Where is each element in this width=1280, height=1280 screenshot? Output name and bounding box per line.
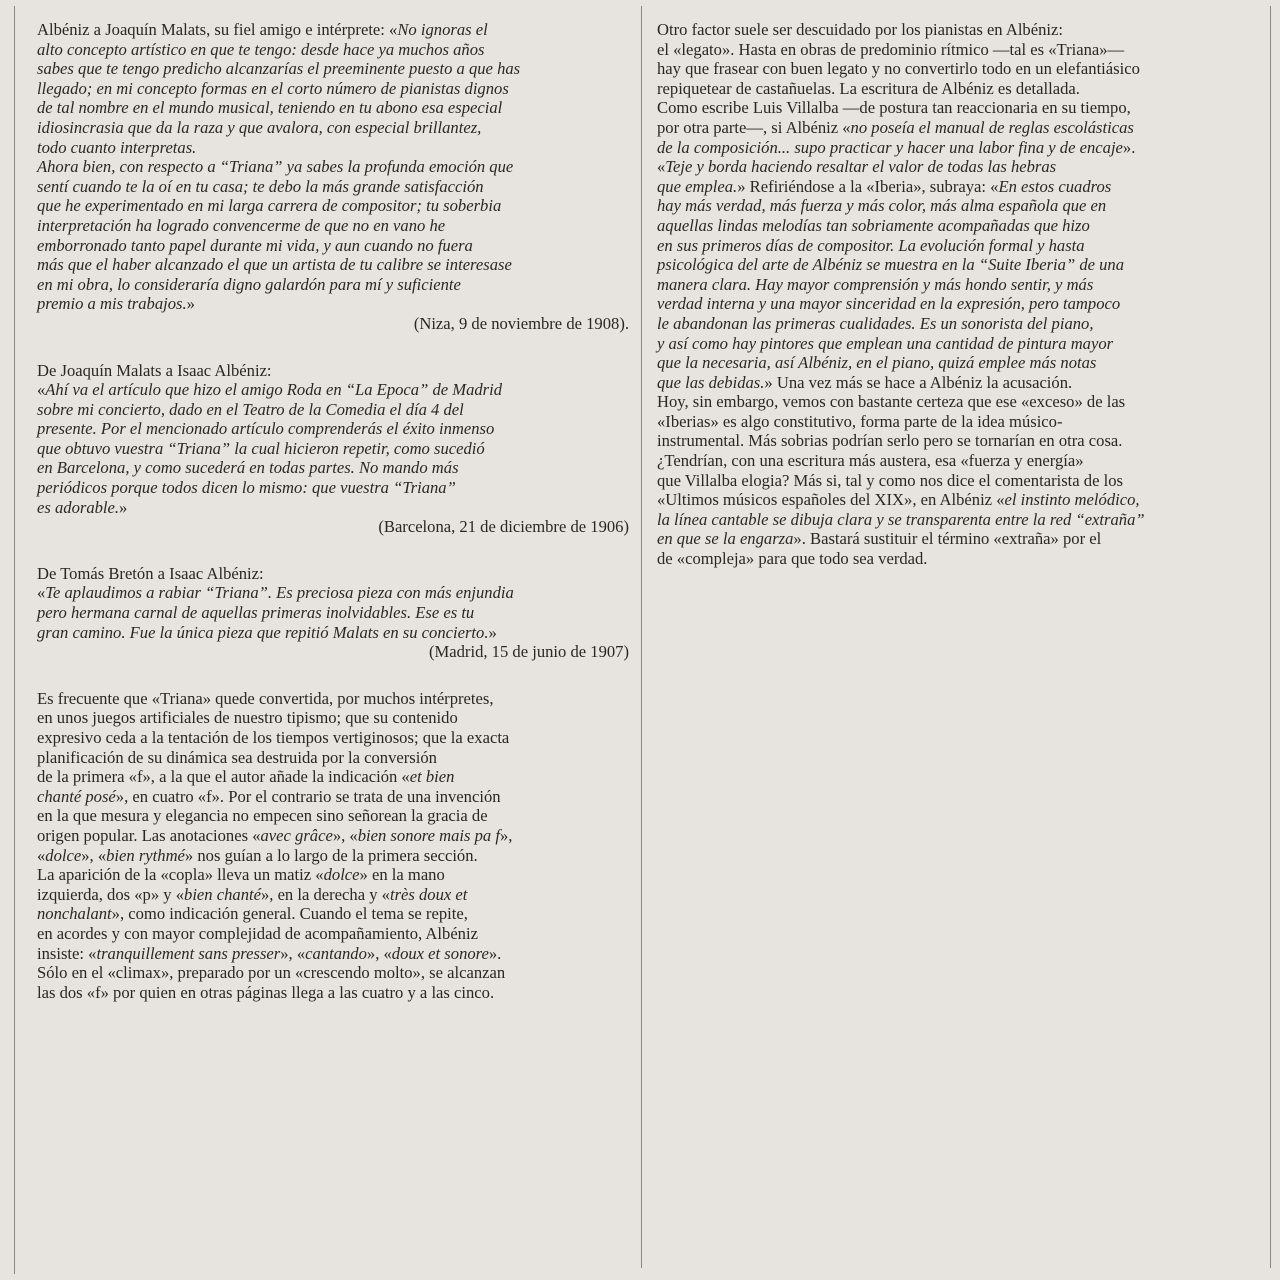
italic-run: En estos cuadros [998, 176, 1112, 196]
text-line [37, 419, 629, 439]
text-run: ». [1122, 137, 1136, 157]
text-line [657, 412, 1247, 432]
italic-run: presente. Por el mencionado artículo comprenderás el éxito inmenso [37, 419, 495, 439]
text-run: Sólo en el «climax», preparado por un «crescendo molto», se alcanzan [37, 963, 506, 983]
italic-run: Te aplaudimos a rabiar “Triana”. Es preciosa pieza con más enjundia [45, 583, 514, 603]
italic-run: en que se la engarza [657, 529, 794, 549]
text-run: », como indicación general. Cuando el tema se repite, [111, 904, 468, 924]
italic-run: llegado; en mi concepto formas en el corto número de pianistas dignos [37, 78, 509, 98]
text-run: », en cuatro «f». Por el contrario se trata de una invención [115, 786, 501, 806]
italic-run: de tal nombre en el mundo musical, teniendo en tu abono esa especial [37, 98, 503, 118]
text-line [657, 392, 1247, 412]
text-line [37, 177, 629, 197]
text-line [657, 98, 1247, 118]
text-line [37, 196, 629, 216]
italic-run: manera clara. Hay mayor comprensión y más hondo sentir, y más [657, 274, 1094, 294]
text-run: « [657, 157, 666, 177]
italic-run: en Barcelona, y como sucederá en todas partes. No mando más [37, 458, 459, 478]
text-line [657, 510, 1247, 530]
malats-letter [37, 20, 629, 314]
text-run: ¿Tendrían, con una escritura más austera, esa «fuerza y energía» [657, 451, 1084, 471]
italic-run: de la composición... supo practicar y hacer una labor fina y de encaje [657, 137, 1123, 157]
text-line [657, 79, 1247, 99]
text-line [37, 924, 629, 944]
text-line [37, 439, 629, 459]
legato-essay [657, 20, 1247, 569]
text-line [37, 40, 629, 60]
text-line [657, 138, 1247, 158]
text-line [37, 806, 629, 826]
text-line [37, 498, 629, 518]
text-line [37, 157, 629, 177]
text-line [657, 275, 1247, 295]
text-line [657, 20, 1247, 40]
text-run: », « [366, 943, 392, 963]
text-run: el «legato». Hasta en obras de predominio rítmico —tal es «Triana»— [657, 39, 1125, 59]
text-run: », « [332, 825, 358, 845]
text-line [37, 963, 629, 983]
text-line [657, 529, 1247, 549]
text-run: repiquetear de castañuelas. La escritura de Albéniz es detallada. [657, 78, 1080, 98]
italic-run: bien rythmé [106, 845, 185, 865]
italic-run: emborronado tanto papel durante mi vida, y aun cuando no fuera [37, 235, 473, 255]
italic-run: gran camino. Fue la única pieza que repitió Malats en su concierto. [37, 622, 489, 642]
text-line [37, 728, 629, 748]
text-line [37, 623, 629, 643]
italic-run: periódicos porque todos dicen lo mismo: que vuestra “Triana” [37, 478, 456, 498]
text-line [657, 451, 1247, 471]
italic-run: dolce [323, 865, 360, 885]
text-line [37, 79, 629, 99]
text-run: » [186, 294, 195, 314]
italic-run: Ahora bien, con respecto a “Triana” ya sabes la profunda emoción que [37, 157, 514, 177]
text-line [37, 583, 629, 603]
text-run: » [119, 497, 128, 517]
text-line [657, 334, 1247, 354]
italic-run: sabes que te tengo predicho alcanzarías el preeminente puesto a que has [37, 59, 521, 79]
left-column [37, 20, 629, 1002]
italic-run: nonchalant [37, 904, 112, 924]
text-run: « [37, 380, 46, 400]
text-run: ». Bastará sustituir el término «extraña» por el [793, 529, 1102, 549]
column-divider-rule [641, 6, 642, 1268]
italic-run: más que el haber alcanzado el que un artista de tu calibre se interesase [37, 255, 512, 275]
malats-letter-date: (Niza, 9 de noviembre de 1908). [413, 313, 629, 333]
text-run: Otro factor suele ser descuidado por los pianistas en Albéniz: [657, 20, 1063, 39]
italic-run: el instinto melódico, [1004, 490, 1140, 510]
text-run: Como escribe Luis Villalba —de postura tan reaccionaria en su tiempo, [657, 98, 1131, 118]
breton-letter-date: (Madrid, 15 de junio de 1907) [428, 642, 629, 662]
italic-run: la línea cantable se dibuja clara y se transparenta entre la red “extraña” [657, 509, 1145, 529]
text-line [37, 748, 629, 768]
text-run: por otra parte—, si Albéniz « [657, 117, 851, 137]
text-line [37, 294, 629, 314]
italic-run: sobre mi concierto, dado en el Teatro de la Comedia el día 4 del [37, 399, 464, 419]
italic-run: que las debidas. [657, 372, 765, 392]
text-run: «Ultimos músicos españoles del XIX», en Albéniz « [657, 490, 1005, 510]
italic-run: Ahí va el artículo que hizo el amigo Roda en “La Epoca” de Madrid [45, 380, 503, 400]
text-run: Es frecuente que «Triana» quede convertida, por muchos intérpretes, [37, 688, 494, 708]
italic-run: No ignoras el [397, 20, 488, 39]
italic-run: que la necesaria, así Albéniz, en el piano, quizá emplee más notas [657, 353, 1097, 373]
text-line [657, 490, 1247, 510]
text-line [37, 983, 629, 1003]
italic-run: très doux et [389, 884, 468, 904]
text-run: que Villalba elogia? Más si, tal y como nos dice el comentarista de los [657, 470, 1123, 490]
text-line [657, 373, 1247, 393]
italic-run: aquellas lindas melodías tan sobriamente acompañadas que hizo [657, 215, 1090, 235]
text-line [657, 216, 1247, 236]
text-line [37, 787, 629, 807]
text-line [657, 549, 1247, 569]
italic-run: no poseía el manual de reglas escolásticas [850, 117, 1134, 137]
text-run: La aparición de la «copla» lleva un matiz « [37, 865, 324, 885]
text-run: » Refiriéndose a la «Iberia», subraya: « [737, 176, 999, 196]
text-line [657, 177, 1247, 197]
text-run: », en la derecha y « [260, 884, 390, 904]
italic-run: sentí cuando te la oí en tu casa; te debo la más grande satisfacción [37, 176, 484, 196]
text-run: expresivo ceda a la tentación de los tiempos vertiginosos; que la exacta [37, 728, 510, 747]
text-line [37, 826, 629, 846]
italic-run: en sus primeros días de compositor. La evolución formal y hasta [657, 235, 1085, 255]
text-run: ». [488, 943, 502, 963]
text-run: origen popular. Las anotaciones « [37, 825, 261, 845]
italic-run: et bien [409, 767, 455, 787]
text-line [37, 603, 629, 623]
text-line [657, 471, 1247, 491]
text-run: en unos juegos artificiales de nuestro tipismo; que su contenido [37, 708, 458, 728]
text-run: Albéniz a Joaquín Malats, su fiel amigo e intérprete: « [37, 20, 398, 39]
text-run: Hoy, sin embargo, vemos con bastante certeza que ese «exceso» de las [657, 392, 1126, 412]
text-run: », « [81, 845, 107, 865]
text-line [37, 98, 629, 118]
text-run: « [37, 845, 46, 865]
text-run: izquierda, dos «p» y « [37, 884, 185, 904]
text-line [37, 458, 629, 478]
italic-run: bien sonore mais pa f [357, 825, 500, 845]
text-line [657, 157, 1247, 177]
roda-letter-heading: De Joaquín Malats a Isaac Albéniz: [37, 360, 272, 380]
text-line [37, 236, 629, 256]
italic-run: y así como hay pintores que emplean una cantidad de pintura mayor [657, 333, 1114, 353]
text-run: «Iberias» es algo constitutivo, forma parte de la idea músico- [657, 411, 1063, 431]
italic-run: cantando [305, 943, 367, 963]
text-line [37, 767, 629, 787]
left-margin-rule [14, 6, 15, 1274]
text-line [657, 431, 1247, 451]
text-line [37, 20, 629, 40]
roda-letter-date: (Barcelona, 21 de diciembre de 1906) [378, 517, 629, 537]
text-line [37, 138, 629, 158]
italic-run: que he experimentado en mi larga carrera de compositor; tu soberbia [37, 196, 502, 216]
text-run: en acordes y con mayor complejidad de acompañamiento, Albéniz [37, 923, 478, 943]
text-line [37, 865, 629, 885]
text-line [657, 353, 1247, 373]
text-line [37, 255, 629, 275]
italic-run: bien chanté [184, 884, 261, 904]
italic-run: avec grâce [260, 825, 333, 845]
text-line [37, 708, 629, 728]
text-run: instrumental. Más sobrias podrían serlo pero se tornarían en otra cosa. [657, 431, 1123, 451]
text-run: », « [280, 943, 306, 963]
text-line [657, 59, 1247, 79]
text-run: « [37, 583, 46, 603]
text-line [37, 904, 629, 924]
text-line [37, 689, 629, 709]
text-run: las dos «f» por quien en otras páginas llega a las cuatro y a las cinco. [37, 982, 495, 1002]
italic-run: que emplea. [657, 176, 738, 196]
italic-run: Teje y borda haciendo resaltar el valor de todas las hebras [665, 157, 1057, 177]
text-run: », [500, 825, 513, 845]
text-run: insiste: « [37, 943, 97, 963]
italic-run: es adorable. [37, 497, 120, 517]
breton-letter-heading: De Tomás Bretón a Isaac Albéniz: [37, 563, 264, 583]
text-line [37, 380, 629, 400]
text-line [657, 196, 1247, 216]
text-line [37, 59, 629, 79]
text-line [657, 118, 1247, 138]
text-run: hay que frasear con buen legato y no convertirlo todo en un elefantiásico [657, 59, 1140, 79]
text-line [37, 944, 629, 964]
italic-run: psicológica del arte de Albéniz se muestra en la “Suite Iberia” de una [657, 255, 1125, 275]
text-line [37, 846, 629, 866]
roda-letter [37, 380, 629, 517]
italic-run: que obtuvo vuestra “Triana” la cual hicieron repetir, como sucedió [37, 438, 485, 458]
italic-run: interpretación ha logrado convencerme de que no en vano he [37, 215, 446, 235]
italic-run: tranquillement sans presser [96, 943, 281, 963]
text-run: de la primera «f», a la que el autor añade la indicación « [37, 767, 410, 787]
italic-run: chanté posé [37, 786, 116, 806]
text-line [37, 400, 629, 420]
text-run: planificación de su dinámica sea destruida por la conversión [37, 747, 437, 767]
italic-run: idiosincrasia que da la raza y que avalora, con especial brillantez, [37, 117, 482, 137]
italic-run: pero hermana carnal de aquellas primeras inolvidables. Ese es tu [37, 603, 475, 623]
text-line [657, 40, 1247, 60]
text-line [37, 478, 629, 498]
italic-run: doux et sonore [391, 943, 489, 963]
text-run: » en la mano [359, 865, 445, 885]
italic-run: le abandonan las primeras cualidades. Es un sonorista del piano, [657, 313, 1094, 333]
italic-run: en mi obra, lo consideraría digno galardón para mí y suficiente [37, 274, 461, 294]
italic-run: alto concepto artístico en que te tengo: desde hace ya muchos años [37, 39, 485, 59]
text-run: » [488, 622, 497, 642]
text-line [657, 314, 1247, 334]
breton-letter [37, 583, 629, 642]
italic-run: premio a mis trabajos. [37, 294, 187, 314]
italic-run: dolce [45, 845, 82, 865]
text-line [37, 118, 629, 138]
text-run: de «compleja» para que todo sea verdad. [657, 549, 928, 569]
italic-run: hay más verdad, más fuerza y más color, más alma española que en [657, 196, 1107, 216]
text-run: » nos guían a lo largo de la primera sección. [184, 845, 478, 865]
text-line [657, 236, 1247, 256]
italic-run: todo cuanto interpretas. [37, 137, 197, 157]
triana-essay [37, 689, 629, 1003]
text-line [657, 294, 1247, 314]
text-line [37, 275, 629, 295]
italic-run: verdad interna y una mayor sinceridad en la expresión, pero tampoco [657, 294, 1121, 314]
right-margin-rule [1270, 6, 1271, 1268]
right-column [657, 20, 1247, 569]
text-line [37, 216, 629, 236]
text-line [37, 885, 629, 905]
text-run: en la que mesura y elegancia no empecen sino señorean la gracia de [37, 806, 488, 826]
text-line [657, 255, 1247, 275]
text-run: » Una vez más se hace a Albéniz la acusación. [764, 372, 1073, 392]
